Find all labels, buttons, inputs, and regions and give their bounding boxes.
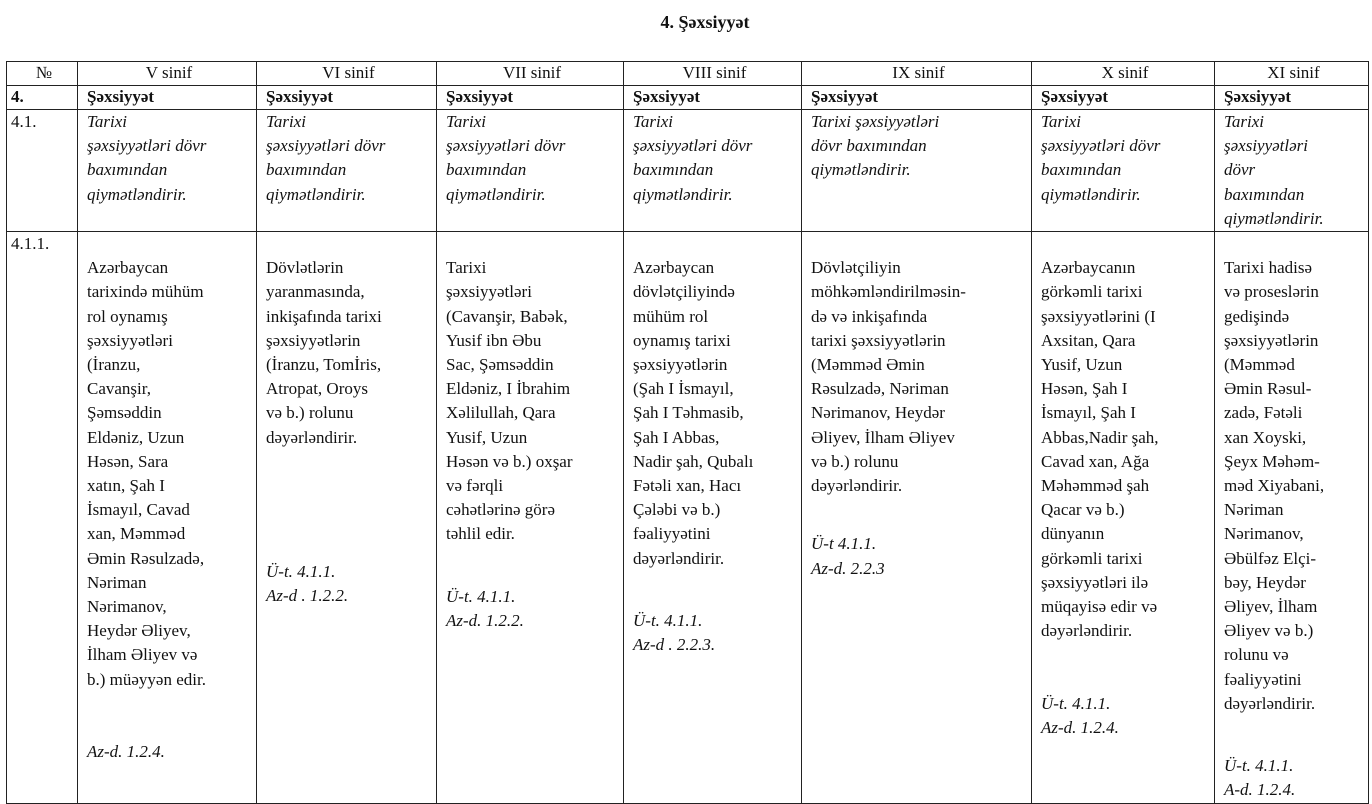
standard-number: 4.1. xyxy=(7,110,78,232)
substandard-text: Dövlətlərin yaranmasında, inkişafında tarixi şəxsiyyətlərin (İranzu, Tomİris, Atropat, Oroys və b.) rolunu dəyərləndirir. xyxy=(266,258,382,447)
standard-cell: Tarixi şəxsiyyətləri dövr baxımından qiymətləndirir. xyxy=(624,110,802,232)
standard-cell: Tarixi şəxsiyyətləri dövr baxımından qiymətləndirir. xyxy=(257,110,437,232)
standard-cell: Tarixi şəxsiyyətləri dövr baxımından qiymətləndirir. xyxy=(1215,110,1369,232)
integration-reference: Ü-t. 4.1.1. Az-d. 1.2.4. xyxy=(1041,693,1119,737)
col-header-class-8: VIII sinif xyxy=(624,62,802,86)
standard-cell: Tarixi şəxsiyyətləri dövr baxımından qiymətləndirir. xyxy=(437,110,624,232)
substandard-text: Dövlətçiliyin möhkəmləndirilməsin- də və inkişafında tarixi şəxsiyyətlərin (Məmməd Əmin Rəsulzadə, Nəriman Nərimanov, Heydər Əliyev, İlham Əliyev və b.) rolunu dəyərləndirir. xyxy=(811,258,966,496)
substandard-cell-class-10 xyxy=(1032,232,1215,804)
substandard-text: Azərbaycan tarixində mühüm rol oynamış şəxsiyyətləri (İranzu, Cavanşir, Şəmsəddin Eldəniz, Uzun Həsən, Sara xatın, Şah I İsmayıl, Cavad xan, Məmməd Əmin Rəsulzadə, Nəriman Nərimanov, Heydər Əliyev, İlham Əliyev və b.) müəyyən edir. xyxy=(87,258,206,689)
page-title: 4. Şəxsiyyət xyxy=(660,12,750,32)
col-header-num: № xyxy=(7,62,78,86)
curriculum-table xyxy=(6,61,1369,804)
col-header-class-5: V sinif xyxy=(78,62,257,86)
col-header-class-9: IX sinif xyxy=(802,62,1032,86)
col-header-class-11: XI sinif xyxy=(1215,62,1369,86)
substandard-text: Tarixi şəxsiyyətləri (Cavanşir, Babək, Yusif ibn Əbu Sac, Şəmsəddin Eldəniz, I İbrahim Xəlilullah, Qara Yusif, Uzun Həsən və b.) oxşar və fərqli cəhətlərinə görə təhlil edir. xyxy=(446,258,573,544)
substandard-text: Azərbaycan dövlətçiliyində mühüm rol oynamış tarixi şəxsiyyətlərin (Şah I İsmayıl, Şah I Təhmasib, Şah I Abbas, Nadir şah, Qubalı Fətəli xan, Hacı Çələbi və b.) fəaliyyətini dəyərləndirir. xyxy=(633,258,754,568)
col-header-class-6: VI sinif xyxy=(257,62,437,86)
header-row xyxy=(7,62,1369,86)
standard-cell: Tarixi şəxsiyyətləri dövr baxımından qiymətləndirir. xyxy=(802,110,1032,232)
col-header-class-7: VII sinif xyxy=(437,62,624,86)
section-label: Şəxsiyyət xyxy=(257,86,437,110)
substandard-cell-class-6 xyxy=(257,232,437,804)
substandard-cell-class-7 xyxy=(437,232,624,804)
substandard-cell-class-9 xyxy=(802,232,1032,804)
integration-reference: Ü-t. 4.1.1. Az-d . 1.2.2. xyxy=(266,562,349,606)
standard-cell: Tarixi şəxsiyyətləri dövr baxımından qiymətləndirir. xyxy=(1032,110,1215,232)
substandard-text: Azərbaycanın görkəmli tarixi şəxsiyyətlərini (I Axsitan, Qara Yusif, Uzun Həsən, Şah I İsmayıl, Şah I Abbas,Nadir şah, Cavad xan, Ağa Məhəmməd şah Qacar və b.) dünyanın görkəmli tarixi şəxsiyyətləri ilə müqayisə edir və dəyərləndirir. xyxy=(1041,258,1159,641)
substandard-cell-class-8 xyxy=(624,232,802,804)
integration-reference: Ü-t. 4.1.1. Az-d. 1.2.2. xyxy=(446,586,524,631)
integration-reference: Ü-t. 4.1.1. Az-d . 2.2.3. xyxy=(633,611,716,655)
section-label: Şəxsiyyət xyxy=(802,86,1032,110)
standard-row xyxy=(7,110,1369,232)
section-label: Şəxsiyyət xyxy=(1032,86,1215,110)
substandard-text: Tarixi hadisə və proseslərin gedişində şəxsiyyətlərin (Məmməd Əmin Rəsul- zadə, Fətəli xan Xoyski, Şeyx Məhəm- məd Xiyabani, Nəriman Nərimanov, Əbülfəz Elçi- bəy, Heydər Əliyev, İlham Əliyev və b.) rolunu və fəaliyyətini dəyərləndirir. xyxy=(1224,258,1325,713)
section-number: 4. xyxy=(7,86,78,110)
integration-reference: Az-d. 1.2.4. xyxy=(87,742,165,762)
substandard-row xyxy=(7,232,1369,804)
substandard-cell-class-11 xyxy=(1215,232,1369,804)
section-row xyxy=(7,86,1369,110)
section-label: Şəxsiyyət xyxy=(437,86,624,110)
col-header-class-10: X sinif xyxy=(1032,62,1215,86)
section-label: Şəxsiyyət xyxy=(1215,86,1369,110)
integration-reference: Ü-t 4.1.1. Az-d. 2.2.3 xyxy=(811,534,885,578)
substandard-cell-class-5 xyxy=(78,232,257,804)
section-label: Şəxsiyyət xyxy=(78,86,257,110)
standard-cell: Tarixi şəxsiyyətləri dövr baxımından qiymətləndirir. xyxy=(78,110,257,232)
section-label: Şəxsiyyət xyxy=(624,86,802,110)
substandard-number: 4.1.1. xyxy=(7,232,78,804)
integration-reference: Ü-t. 4.1.1. A-d. 1.2.4. xyxy=(1224,756,1296,800)
